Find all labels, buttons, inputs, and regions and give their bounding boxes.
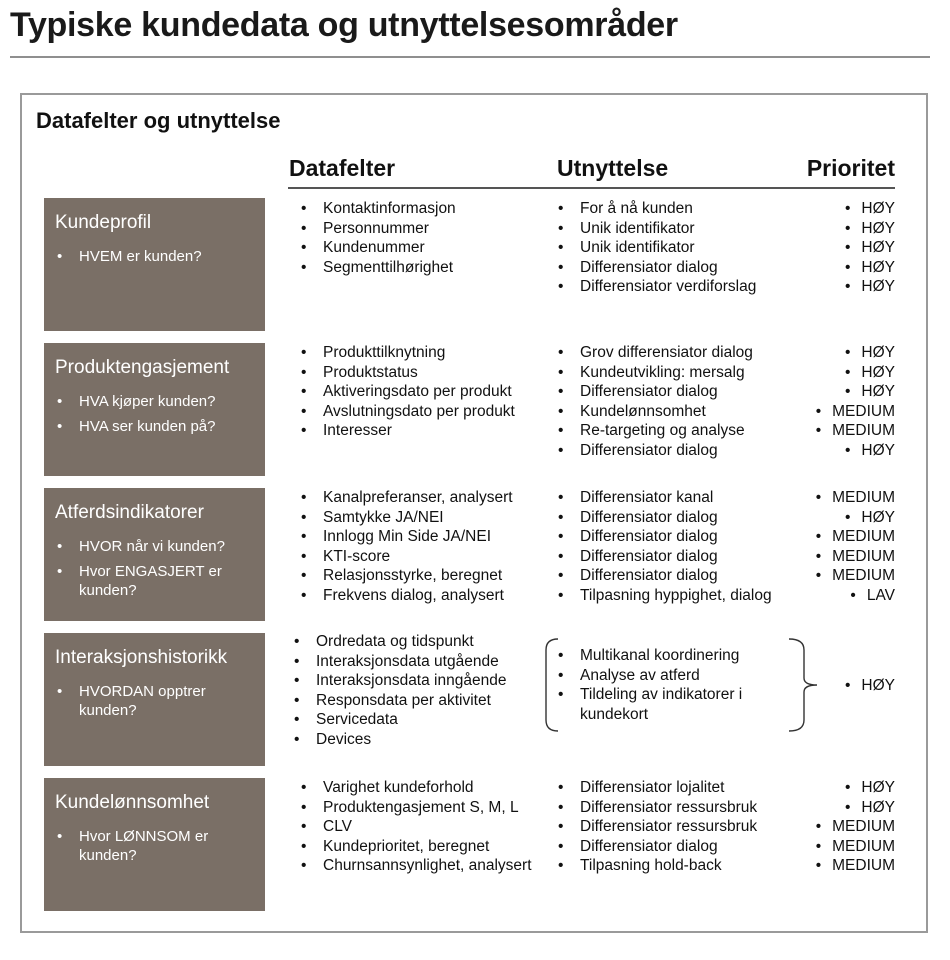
list-item: • Unik identifikator: [556, 238, 756, 258]
list-item: • Analyse av atferd: [556, 666, 780, 686]
list-item: • Differensiator verdiforslag: [556, 277, 756, 297]
priority-item: • HØY: [816, 798, 895, 818]
list-item: • Avslutningsdato per produkt: [299, 402, 515, 422]
priority-item: • HØY: [816, 343, 895, 363]
list-item: • Differensiator dialog: [556, 258, 756, 278]
category-title: Kundelønnsomhet: [55, 792, 210, 813]
list-item: • Differensiator dialog: [556, 547, 772, 567]
column-header-prioritet: Prioritet: [806, 155, 895, 181]
category-title: Atferdsindikatorer: [55, 502, 204, 523]
priority-item: • MEDIUM: [816, 856, 895, 876]
list-item: • Personnummer: [299, 219, 456, 239]
utnyttelse-list-interaksjonshistorikk: [556, 646, 780, 724]
category-box-kundeprofil: [44, 198, 265, 331]
datafelter-list-atferdsindikatorer: [299, 488, 513, 606]
priority-item: • HØY: [845, 676, 895, 696]
list-item: • Varighet kundeforhold: [299, 778, 532, 798]
category-box-kundelonnsomhet: [44, 778, 265, 911]
priority-item: • MEDIUM: [816, 837, 895, 857]
prioritet-list-kundeprofil: [845, 199, 895, 297]
category-box-produktengasjement: [44, 343, 265, 476]
category-box-interaksjonshistorikk: [44, 633, 265, 766]
section-title: Datafelter og utnyttelse: [36, 108, 281, 133]
datafelter-list-interaksjonshistorikk: [292, 632, 506, 750]
list-item: • Kundenummer: [299, 238, 456, 258]
priority-item: • MEDIUM: [816, 547, 895, 567]
list-item: • Multikanal koordinering: [556, 646, 780, 666]
list-item: • Relasjonsstyrke, beregnet: [299, 566, 513, 586]
list-item: • Produktstatus: [299, 363, 515, 383]
category-question: • HVA kjøper kunden?: [55, 392, 255, 411]
list-item: • KTI-score: [299, 547, 513, 567]
right-brace-icon: [787, 638, 823, 732]
priority-item: • HØY: [845, 238, 895, 258]
priority-item: • MEDIUM: [816, 817, 895, 837]
category-question: • HVOR når vi kunden?: [55, 537, 255, 556]
list-item: • Interaksjonsdata utgående: [292, 652, 506, 672]
datafelter-list-kundelonnsomhet: [299, 778, 532, 876]
priority-item: • MEDIUM: [816, 566, 895, 586]
priority-item: • HØY: [845, 199, 895, 219]
list-item: • Segmenttilhørighet: [299, 258, 456, 278]
list-item: • Frekvens dialog, analysert: [299, 586, 513, 606]
list-item: • Differensiator dialog: [556, 566, 772, 586]
category-question: • HVEM er kunden?: [55, 247, 255, 266]
list-item: • Responsdata per aktivitet: [292, 691, 506, 711]
list-item: • Tildeling av indikatorer i kundekort: [556, 685, 780, 724]
datafelter-list-produktengasjement: [299, 343, 515, 441]
priority-item: • HØY: [816, 778, 895, 798]
list-item: • Kanalpreferanser, analysert: [299, 488, 513, 508]
category-question: • Hvor LØNNSOM er kunden?: [55, 827, 249, 865]
list-item: • Ordredata og tidspunkt: [292, 632, 506, 652]
list-item: • Kundeprioritet, beregnet: [299, 837, 532, 857]
category-title: Produktengasjement: [55, 357, 230, 378]
category-title: Kundeprofil: [55, 212, 152, 233]
list-item: • Kontaktinformasjon: [299, 199, 456, 219]
list-item: • Differensiator dialog: [556, 837, 757, 857]
list-item: • Grov differensiator dialog: [556, 343, 753, 363]
priority-item: • HØY: [845, 258, 895, 278]
priority-item: • HØY: [816, 508, 895, 528]
priority-item: • HØY: [845, 277, 895, 297]
category-title: Interaksjonshistorikk: [55, 647, 228, 668]
priority-item: • HØY: [845, 219, 895, 239]
priority-item: • MEDIUM: [816, 421, 895, 441]
list-item: • Tilpasning hold-back: [556, 856, 757, 876]
list-item: • Differensiator ressursbruk: [556, 817, 757, 837]
list-item: • Kundelønnsomhet: [556, 402, 753, 422]
list-item: • Produkttilknytning: [299, 343, 515, 363]
utnyttelse-list-kundelonnsomhet: [556, 778, 757, 876]
list-item: • Re-targeting og analyse: [556, 421, 753, 441]
category-question: • HVA ser kunden på?: [55, 417, 255, 436]
list-item: • Churnsannsynlighet, analysert: [299, 856, 532, 876]
prioritet-list-atferdsindikatorer: [816, 488, 895, 606]
list-item: • For å nå kunden: [556, 199, 756, 219]
list-item: • Differensiator dialog: [556, 508, 772, 528]
utnyttelse-list-produktengasjement: [556, 343, 753, 461]
title-divider: [10, 56, 930, 58]
priority-item: • HØY: [816, 363, 895, 383]
list-item: • Samtykke JA/NEI: [299, 508, 513, 528]
list-item: • Interaksjonsdata inngående: [292, 671, 506, 691]
list-item: • Differensiator dialog: [556, 527, 772, 547]
prioritet-list-kundelonnsomhet: [816, 778, 895, 876]
priority-item: • HØY: [816, 382, 895, 402]
column-header-datafelter: Datafelter: [289, 155, 396, 181]
list-item: • Differensiator dialog: [556, 382, 753, 402]
list-item: • Aktiveringsdato per produkt: [299, 382, 515, 402]
prioritet-list-interaksjonshistorikk: [845, 676, 895, 696]
category-box-atferdsindikatorer: [44, 488, 265, 621]
list-item: • CLV: [299, 817, 532, 837]
priority-item: • MEDIUM: [816, 488, 895, 508]
utnyttelse-list-atferdsindikatorer: [556, 488, 772, 606]
priority-item: • HØY: [816, 441, 895, 461]
list-item: • Unik identifikator: [556, 219, 756, 239]
priority-item: • MEDIUM: [816, 402, 895, 422]
list-item: • Differensiator lojalitet: [556, 778, 757, 798]
list-item: • Differensiator kanal: [556, 488, 772, 508]
prioritet-list-produktengasjement: [816, 343, 895, 461]
list-item: • Differensiator dialog: [556, 441, 753, 461]
page-title: Typiske kundedata og utnyttelsesområder: [10, 6, 678, 44]
list-item: • Devices: [292, 730, 506, 750]
list-item: • Kundeutvikling: mersalg: [556, 363, 753, 383]
list-item: • Interesser: [299, 421, 515, 441]
list-item: • Tilpasning hyppighet, dialog: [556, 586, 772, 606]
utnyttelse-list-kundeprofil: [556, 199, 756, 297]
column-header-utnyttelse: Utnyttelse: [557, 155, 669, 181]
header-divider: [288, 187, 895, 189]
list-item: • Servicedata: [292, 710, 506, 730]
list-item: • Produktengasjement S, M, L: [299, 798, 532, 818]
priority-item: • MEDIUM: [816, 527, 895, 547]
list-item: • Differensiator ressursbruk: [556, 798, 757, 818]
datafelter-list-kundeprofil: [299, 199, 456, 277]
category-question: • HVORDAN opptrer kunden?: [55, 682, 249, 720]
list-item: • Innlogg Min Side JA/NEI: [299, 527, 513, 547]
priority-item: • LAV: [816, 586, 895, 606]
category-question: • Hvor ENGASJERT er kunden?: [55, 562, 249, 600]
